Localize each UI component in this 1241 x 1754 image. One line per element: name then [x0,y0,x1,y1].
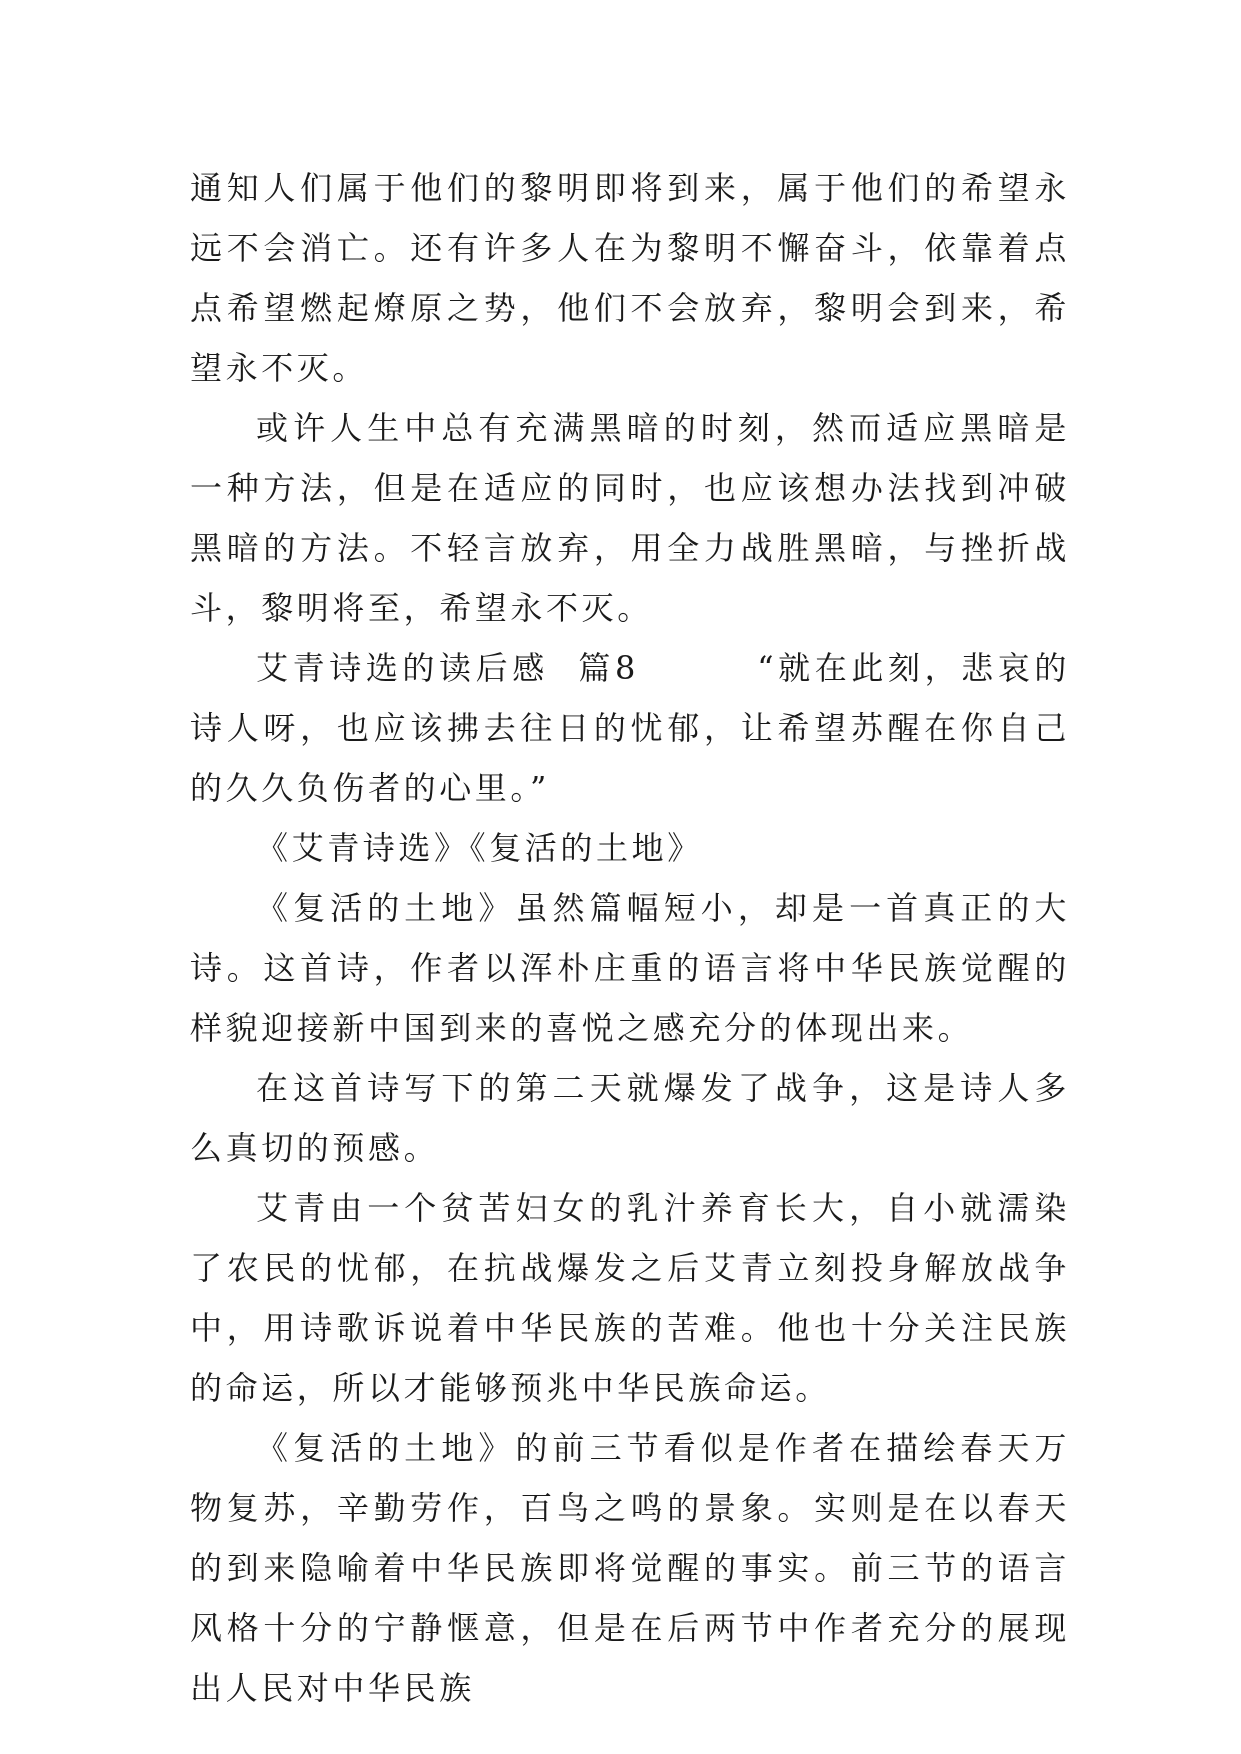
paragraph-7: 艾青由一个贫苦妇女的乳汁养育长大，自小就濡染了农民的忧郁，在抗战爆发之后艾青立刻投身解放战争中，用诗歌诉说着中华民族的苦难。他也十分关注民族的命运，所以才能够预兆中华民族命运。 [190,1189,1070,1407]
paragraph-5: 《复活的土地》虽然篇幅短小，却是一首真正的大诗。这首诗，作者以浑朴庄重的语言将中华民族觉醒的样貌迎接新中国到来的喜悦之感充分的体现出来。 [190,889,1070,1047]
body-text [190,158,1070,1718]
paragraph-4: 《艾青诗选》《复活的土地》 [256,829,703,867]
paragraph-6: 在这首诗写下的第二天就爆发了战争，这是诗人多么真切的预感。 [190,1069,1070,1167]
paragraph-3: 艾青诗选的读后感 篇8 “就在此刻，悲哀的诗人呀，也应该拂去往日的忧郁，让希望苏醒在你自己的久久负伤者的心里。” [190,649,1070,807]
paragraph-2: 或许人生中总有充满黑暗的时刻，然而适应黑暗是一种方法，但是在适应的同时，也应该想办法找到冲破黑暗的方法。不轻言放弃，用全力战胜黑暗，与挫折战斗，黎明将至，希望永不灭。 [190,409,1070,627]
paragraph-1: 通知人们属于他们的黎明即将到来，属于他们的希望永远不会消亡。还有许多人在为黎明不懈奋斗，依靠着点点希望燃起燎原之势，他们不会放弃，黎明会到来，希望永不灭。 [190,169,1070,387]
paragraph-8: 《复活的土地》的前三节看似是作者在描绘春天万物复苏，辛勤劳作，百鸟之鸣的景象。实则是在以春天的到来隐喻着中华民族即将觉醒的事实。前三节的语言风格十分的宁静惬意，但是在后两节中作者充分的展现出人民对中华民族 [190,1429,1070,1707]
